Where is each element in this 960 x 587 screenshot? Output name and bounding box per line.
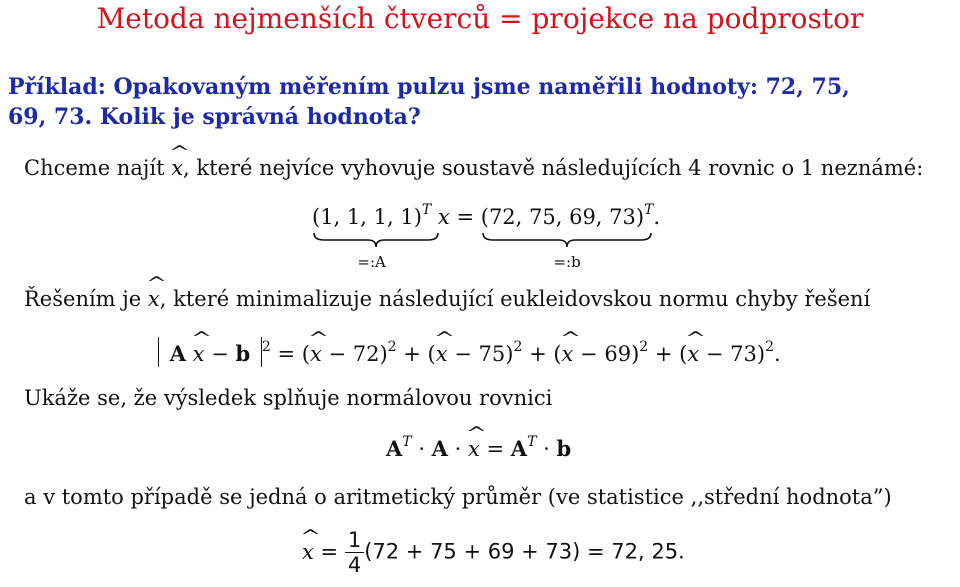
system-x: x bbox=[437, 205, 450, 229]
example-line-1: Příklad: Opakovaným měřením pulzu jsme naměřili hodnoty: 72, 75, bbox=[8, 74, 850, 100]
transpose-b: T bbox=[644, 202, 654, 218]
norm-b: b bbox=[235, 341, 251, 366]
normal-b: b bbox=[556, 436, 572, 461]
norm-minus: − bbox=[211, 342, 229, 366]
solution-paragraph bbox=[24, 287, 870, 311]
term2-xhat: x ^ bbox=[436, 342, 448, 366]
final-den: 4 bbox=[347, 553, 362, 577]
normal-paragraph: Ukáže se, že výsledek splňuje normálovou rovnici bbox=[24, 386, 553, 410]
normal-equation: $A^T \cdot A \cdot x$ ^ = $A^T \cdot b$ bbox=[386, 436, 571, 461]
normal-T2: T bbox=[527, 434, 537, 450]
underbrace-b-icon bbox=[481, 231, 653, 249]
intro-after: , které nejvíce vyhovuje soustavě následujících 4 rovnic o 1 neznámé: bbox=[183, 156, 924, 180]
normal-A3: A bbox=[510, 436, 528, 461]
final-num: 1 bbox=[345, 528, 364, 553]
norm-A: A bbox=[169, 341, 186, 366]
final-expr: (72 + 75 + 69 + 73) = 72, 25. bbox=[364, 539, 685, 564]
vector-a: (1, 1, 1, 1) bbox=[312, 205, 422, 229]
term4-val: 73 bbox=[730, 342, 757, 366]
intro-paragraph bbox=[24, 156, 923, 180]
label-b: =:b bbox=[553, 253, 581, 271]
brace-a bbox=[312, 202, 432, 271]
term4-sq: 2 bbox=[765, 339, 774, 355]
term3-sq: 2 bbox=[639, 339, 649, 355]
normal-xhat: x ^ bbox=[468, 437, 480, 461]
norm-xhat: x ^ bbox=[193, 342, 205, 366]
term2-val: 75 bbox=[478, 342, 506, 366]
term3-xhat: x ^ bbox=[562, 342, 574, 366]
example-line-2: 69, 73. Kolik je správná hodnota? bbox=[8, 104, 421, 130]
vector-b: (72, 75, 69, 73) bbox=[480, 205, 645, 229]
term1-val: 72 bbox=[352, 342, 380, 366]
final-fraction bbox=[345, 528, 364, 577]
final-equation bbox=[302, 528, 685, 577]
normal-A2: A bbox=[431, 436, 448, 461]
final-eq: = bbox=[320, 539, 339, 564]
term4-xhat: x ^ bbox=[687, 342, 699, 366]
label-a: =:A bbox=[357, 253, 386, 271]
brace-b bbox=[480, 202, 654, 271]
solution-xhat: x ^ bbox=[148, 287, 160, 311]
term1-sq: 2 bbox=[387, 339, 397, 355]
final-xhat: x ^ bbox=[302, 540, 314, 564]
norm-sq: 2 bbox=[261, 339, 271, 355]
slide-title: Metoda nejmenších čtverců = projekce na podprostor bbox=[96, 2, 864, 35]
normal-A1: A bbox=[386, 436, 403, 461]
term1-xhat: x ^ bbox=[310, 342, 322, 366]
intro-before: Chceme najít bbox=[24, 156, 165, 180]
transpose-a: T bbox=[421, 202, 432, 218]
solution-after: , které minimalizuje následující eukleidovskou normu chyby řešení bbox=[159, 287, 871, 311]
system-eq: = bbox=[456, 205, 475, 229]
norm-equation: A x ^ − b $^2$ = (x ^ − 72)$^2$ + (x ^ − 75)$^2$ + (x ^ − 69)$^2$ + (x ^ − 73)$^2$. bbox=[158, 337, 781, 367]
underbrace-a-icon bbox=[312, 231, 440, 249]
intro-xhat: x ^ bbox=[171, 156, 183, 180]
example-block bbox=[8, 72, 956, 132]
term3-val: 69 bbox=[604, 342, 632, 366]
system-equation bbox=[312, 202, 661, 271]
conclusion-paragraph: a v tomto případě se jedná o aritmetický průměr (ve statistice ,,střední hodnota”) bbox=[24, 485, 892, 509]
solution-before: Řešením je bbox=[24, 287, 142, 311]
normal-T1: T bbox=[402, 434, 412, 450]
term2-sq: 2 bbox=[513, 339, 523, 355]
norm-left-bars bbox=[158, 337, 163, 367]
system-dot: . bbox=[653, 205, 661, 229]
